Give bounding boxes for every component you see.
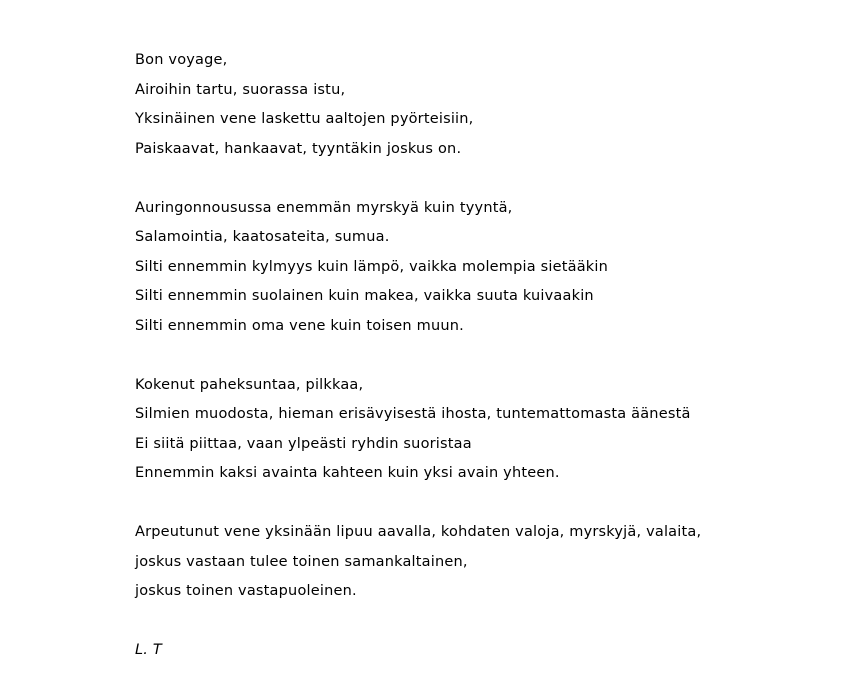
poem-line: Silti ennemmin suolainen kuin makea, vaikka suuta kuivaakin [135,288,594,304]
poem-line: Auringonnousussa enemmän myrskyä kuin tyyntä, [135,199,513,216]
poem-line: Paiskaavat, hankaavat, tyyntäkin joskus on. [135,140,462,157]
poem-stanza-4 [135,518,827,607]
poem-line: Airoihin tartu, suorassa istu, [135,81,346,98]
poem-line: Silti ennemmin oma vene kuin toisen muun. [135,317,464,334]
poem-line: Arpeutunut vene yksinään lipuu aavalla, kohdaten valoja, myrskyjä, valaita, [135,524,702,540]
poem-stanza-1 [135,46,827,164]
poem-line: Bon voyage, [135,52,228,68]
poem-line: Ei siitä piittaa, vaan ylpeästi ryhdin suoristaa [135,435,472,452]
poem-signature [135,636,827,666]
poem-line: Salamointia, kaatosateita, sumua. [135,229,390,245]
poem-line: Yksinäinen vene laskettu aaltojen pyörteisiin, [135,111,474,127]
poem-line: Silti ennemmin kylmyys kuin lämpö, vaikka molempia sietääkin [135,258,609,275]
poem-line: Silmien muodosta, hieman erisävyisestä ihosta, tuntemattomasta äänestä [135,406,691,422]
poem-stanza-2 [135,194,827,342]
poem-line: joskus toinen vastapuoleinen. [135,583,357,599]
poem-stanza-3 [135,371,827,489]
poem-line: Ennemmin kaksi avainta kahteen kuin yksi avain yhteen. [135,465,560,481]
poem-line: joskus vastaan tulee toinen samankaltainen, [135,553,468,570]
signature-initials: L. T [135,642,162,658]
poem-line: Kokenut paheksuntaa, pilkkaa, [135,376,364,393]
